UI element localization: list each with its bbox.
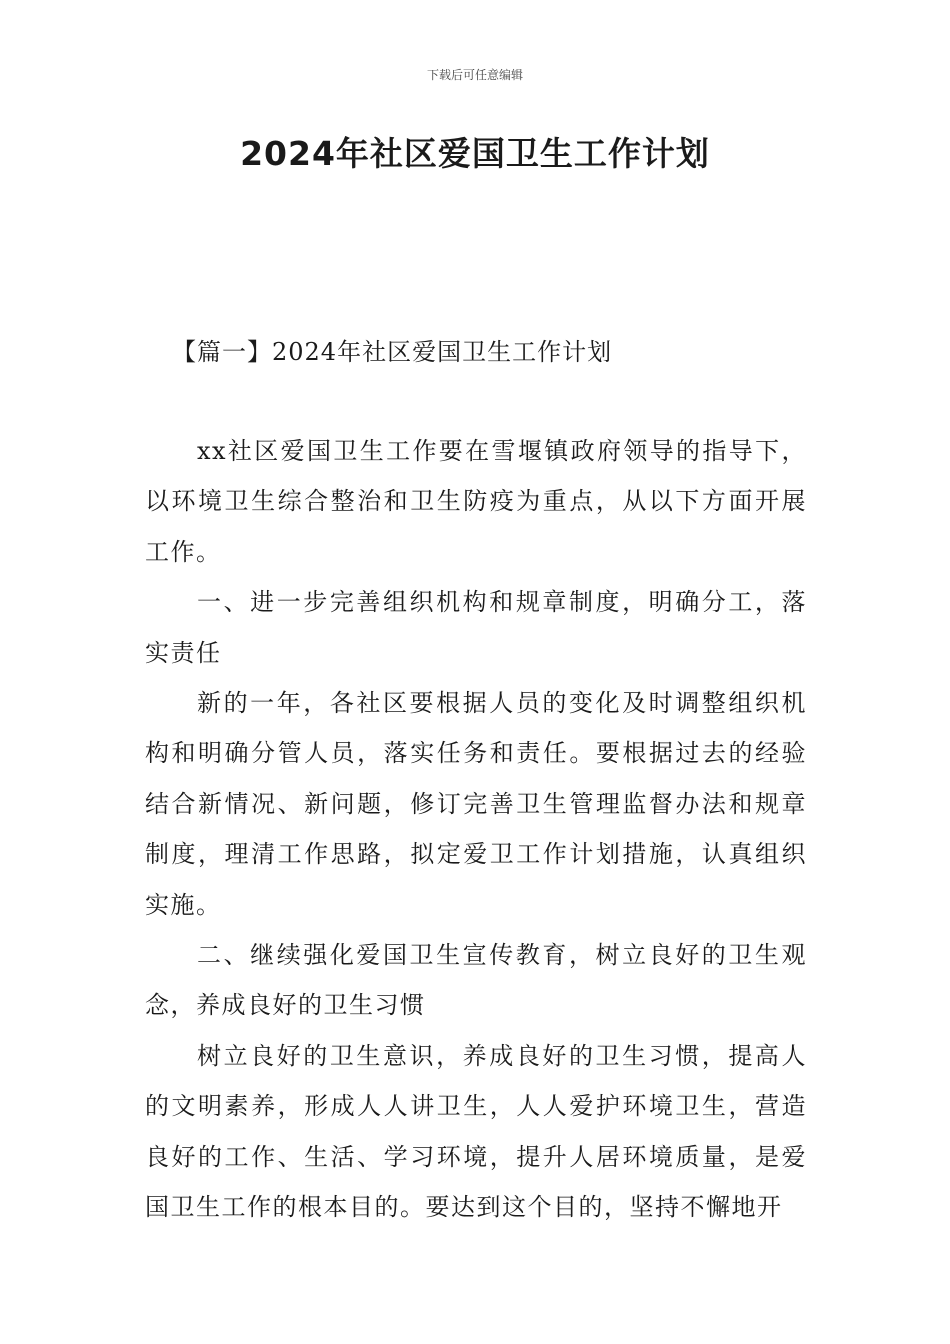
body-paragraph: 树立良好的卫生意识，养成良好的卫生习惯，提高人的文明素养，形成人人讲卫生，人人爱护环境卫生，营造良好的工作、生活、学习环境，提升人居环境质量，是爱国卫生工作的根本目的。要达到这个目的，坚持不懈地开 bbox=[145, 1041, 807, 1222]
body-paragraph: 一、进一步完善组织机构和规章制度，明确分工，落实责任 bbox=[145, 588, 807, 667]
header-note: 下载后可任意编辑 bbox=[426, 68, 523, 82]
section-heading: 【篇一】2024年社区爱国卫生工作计划 bbox=[172, 338, 613, 366]
body-paragraph: 新的一年，各社区要根据人员的变化及时调整组织机构和明确分管人员，落实任务和责任。要根据过去的经验结合新情况、新问题，修订完善卫生管理监督办法和规章制度，理清工作思路，拟定爱卫工作计划措施，认真组织实施。 bbox=[145, 689, 807, 919]
body-paragraph: 二、继续强化爱国卫生宣传教育，树立良好的卫生观念，养成良好的卫生习惯 bbox=[145, 941, 807, 1020]
body-paragraph: xx社区爱国卫生工作要在雪堰镇政府领导的指导下，以环境卫生综合整治和卫生防疫为重点，从以下方面开展工作。 bbox=[145, 437, 807, 566]
document-title: 2024年社区爱国卫生工作计划 bbox=[240, 134, 710, 173]
document-body bbox=[145, 426, 807, 1233]
